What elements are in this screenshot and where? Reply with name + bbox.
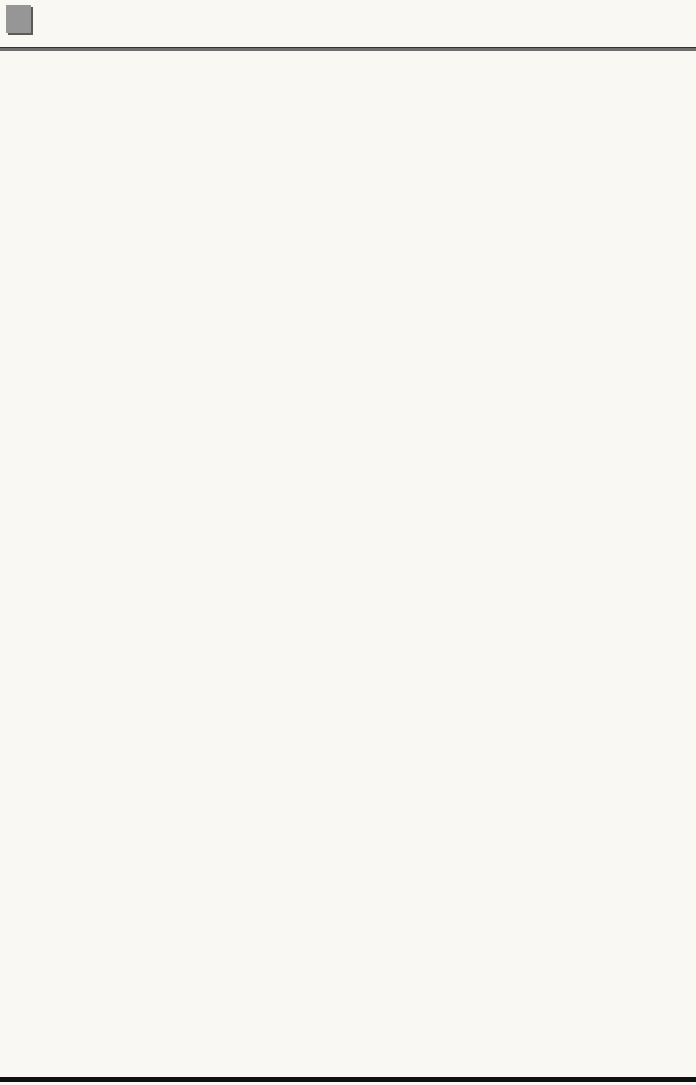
column-2 (92, 56, 173, 1073)
column-1 (5, 56, 86, 1073)
column-6 (440, 56, 521, 1073)
column-5 (353, 56, 434, 1073)
column-wide (527, 56, 691, 1073)
page-bottom-rule (0, 1077, 696, 1082)
article-columns (5, 56, 691, 1073)
page-number (6, 5, 31, 33)
header-divider (0, 47, 696, 51)
page-header (0, 0, 696, 48)
column-3 (179, 56, 260, 1073)
column-4 (266, 56, 347, 1073)
